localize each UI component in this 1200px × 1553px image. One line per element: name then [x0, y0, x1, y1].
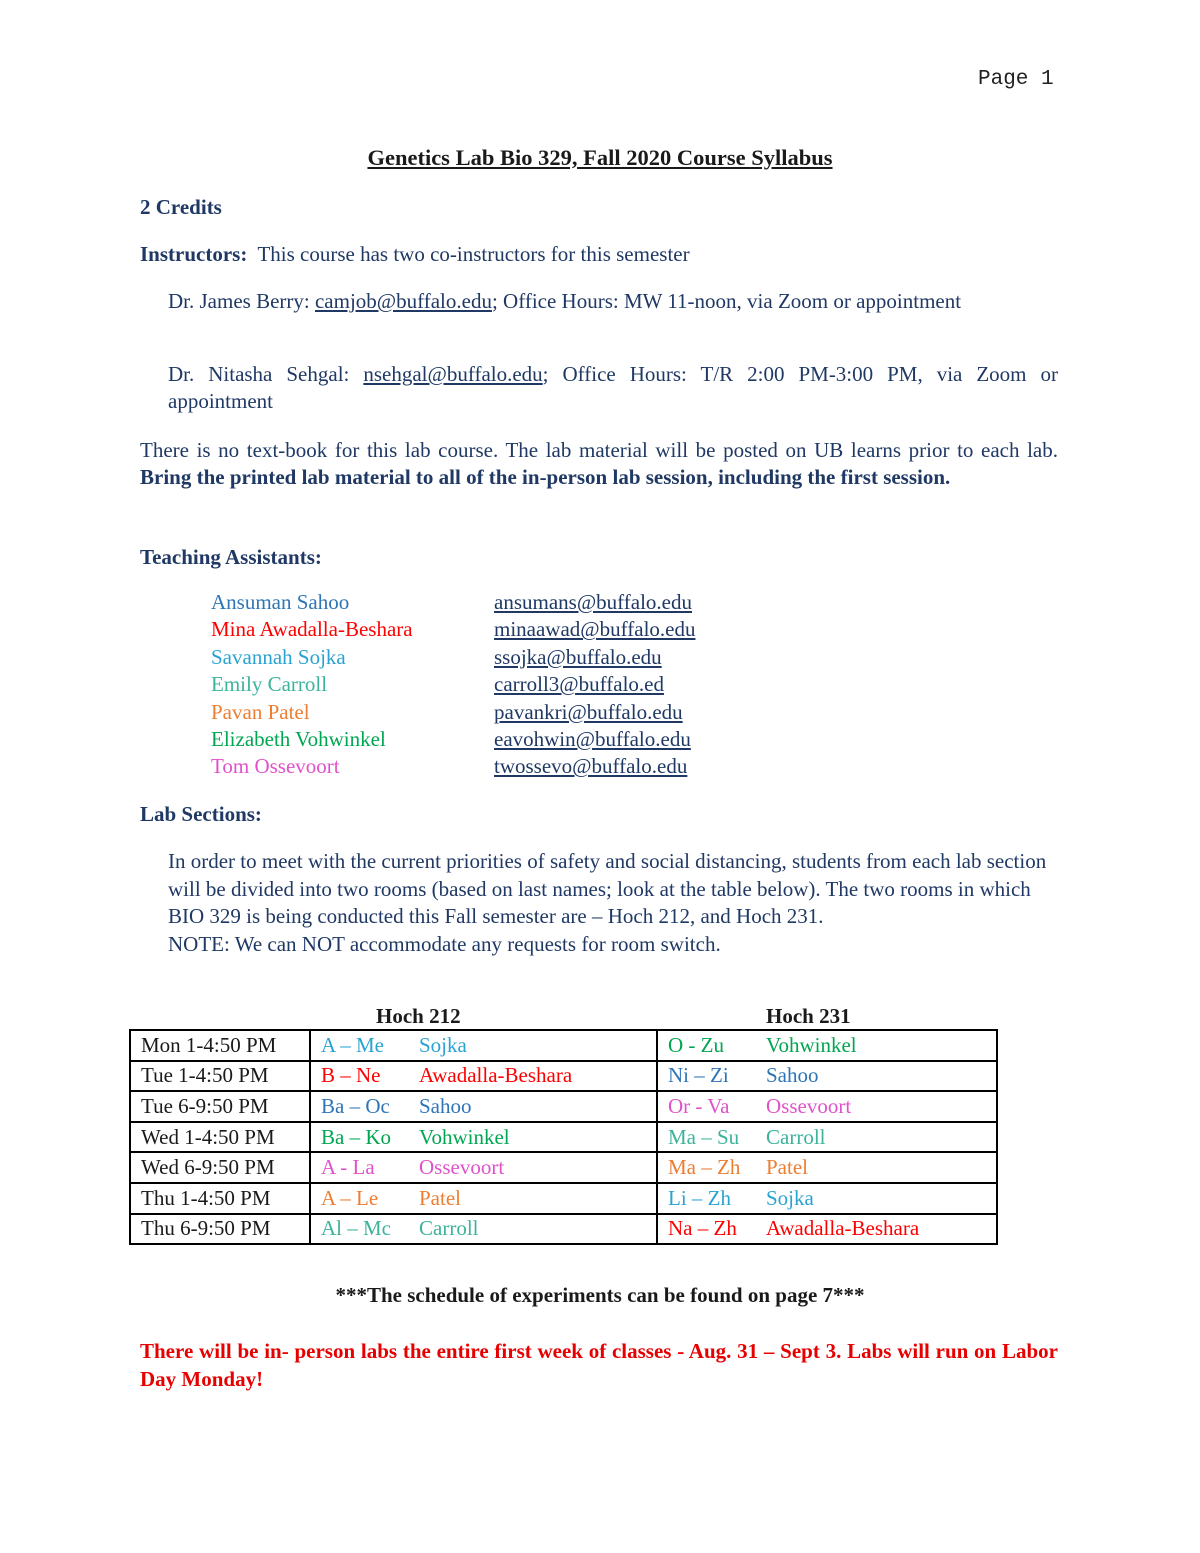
schedule-row: [130, 1091, 997, 1122]
assigned-ta: Carroll: [766, 1124, 826, 1149]
assigned-ta: Ossevoort: [419, 1155, 505, 1180]
page-number: Page 1: [978, 68, 1054, 91]
lab-schedule-table: [129, 1029, 998, 1245]
hoch-212-cell: [310, 1152, 657, 1183]
instructors-label: Instructors:: [140, 242, 248, 266]
credits-label: 2 Credits: [140, 195, 222, 219]
teaching-assistants-heading: Teaching Assistants:: [140, 545, 322, 569]
name-range: Na – Zh: [668, 1216, 737, 1241]
schedule-day-cell: Thu 6-9:50 PM: [130, 1214, 310, 1245]
schedule-day-cell: Mon 1-4:50 PM: [130, 1030, 310, 1061]
hoch-231-cell: [657, 1030, 997, 1061]
schedule-row: [130, 1214, 997, 1245]
instructor-email-link[interactable]: nsehgal@buffalo.edu: [363, 362, 543, 386]
instructor-sehgal: [168, 361, 1058, 415]
textbook-bold-text: Bring the printed lab material to all of the in-person lab session, including the first session.: [140, 465, 951, 489]
name-range: B – Ne: [321, 1063, 381, 1088]
name-range: Ma – Su: [668, 1124, 740, 1149]
instructor-berry: [168, 288, 1058, 315]
ta-name: Tom Ossevoort: [211, 754, 340, 779]
name-range: Ba – Ko: [321, 1124, 391, 1149]
assigned-ta: Awadalla-Beshara: [419, 1063, 573, 1088]
room-header-hoch-231: Hoch 231: [766, 1004, 851, 1028]
first-week-note: There will be in- person labs the entire first week of classes - Aug. 31 – Sept 3. Labs will run on Labor Day Monday!: [140, 1339, 1058, 1391]
name-range: A - La: [321, 1155, 375, 1180]
hoch-212-cell: [310, 1061, 657, 1092]
room-switch-note: NOTE: We can NOT accommodate any requests for room switch.: [168, 931, 721, 956]
lab-sections-text: In order to meet with the current priorities of safety and social distancing, students from each lab section will be divided into two rooms (based on last names; look at the table below). The two rooms in which BIO 329 is being conducted this Fall semester are – Hoch 212, and Hoch 231.: [168, 849, 1047, 928]
schedule-row: [130, 1061, 997, 1092]
hoch-231-cell: [657, 1152, 997, 1183]
ta-name: Ansuman Sahoo: [211, 590, 350, 614]
lab-sections-paragraph: [168, 848, 1058, 958]
textbook-text: There is no text-book for this lab course. The lab material will be posted on UB learns prior to each lab.: [140, 438, 1058, 462]
schedule-row: [130, 1122, 997, 1153]
instructor-office-hours: ; Office Hours: T/R 2:00 PM-3:00 PM, via Zoom or appointment: [168, 362, 1058, 413]
ta-email-link[interactable]: ansumans@buffalo.edu: [494, 590, 692, 614]
schedule-note: ***The schedule of experiments can be found on page 7***: [335, 1283, 865, 1307]
ta-email-link[interactable]: carroll3@buffalo.ed: [494, 672, 664, 697]
ta-email-link[interactable]: ssojka@buffalo.edu: [494, 644, 662, 669]
schedule-day-cell: Wed 6-9:50 PM: [130, 1152, 310, 1183]
ta-name: Savannah Sojka: [211, 644, 346, 669]
schedule-row: [130, 1183, 997, 1214]
room-header-hoch-212: Hoch 212: [376, 1004, 461, 1028]
lab-sections-heading: Lab Sections:: [140, 802, 262, 826]
assigned-ta: Patel: [419, 1185, 461, 1210]
ta-name: Emily Carroll: [211, 672, 328, 697]
name-range: Ma – Zh: [668, 1155, 741, 1180]
assigned-ta: Awadalla-Beshara: [766, 1216, 920, 1241]
hoch-212-cell: [310, 1122, 657, 1153]
hoch-231-cell: [657, 1122, 997, 1153]
hoch-212-cell: [310, 1183, 657, 1214]
schedule-day-cell: Thu 1-4:50 PM: [130, 1183, 310, 1214]
assigned-ta: Carroll: [419, 1216, 479, 1241]
instructor-name: Dr. Nitasha Sehgal:: [168, 362, 350, 386]
ta-email-link[interactable]: minaawad@buffalo.edu: [494, 617, 696, 642]
assigned-ta: Vohwinkel: [766, 1032, 857, 1057]
page-title: Genetics Lab Bio 329, Fall 2020 Course Syllabus: [367, 145, 833, 170]
name-range: A – Me: [321, 1032, 384, 1057]
hoch-212-cell: [310, 1091, 657, 1122]
name-range: Ni – Zi: [668, 1063, 729, 1088]
instructor-office-hours: ; Office Hours: MW 11-noon, via Zoom or appointment: [491, 289, 962, 313]
name-range: O - Zu: [668, 1032, 724, 1057]
hoch-231-cell: [657, 1214, 997, 1245]
ta-name: Pavan Patel: [211, 699, 310, 724]
ta-email-link[interactable]: twossevo@buffalo.edu: [494, 754, 688, 779]
instructor-email-link[interactable]: camjob@buffalo.edu: [314, 289, 492, 313]
hoch-231-cell: [657, 1183, 997, 1214]
name-range: A – Le: [321, 1185, 379, 1210]
schedule-row: [130, 1030, 997, 1061]
assigned-ta: Sahoo: [766, 1063, 819, 1088]
hoch-231-cell: [657, 1061, 997, 1092]
ta-email-link[interactable]: pavankri@buffalo.edu: [494, 699, 683, 724]
name-range: Al – Mc: [321, 1216, 391, 1241]
schedule-day-cell: Wed 1-4:50 PM: [130, 1122, 310, 1153]
schedule-day-cell: Tue 1-4:50 PM: [130, 1061, 310, 1092]
instructors-text: This course has two co-instructors for this semester: [257, 242, 690, 266]
schedule-row: [130, 1152, 997, 1183]
name-range: Or - Va: [668, 1093, 730, 1118]
textbook-paragraph: [140, 437, 1058, 491]
instructor-name: Dr. James Berry:: [168, 289, 310, 313]
instructors-intro: [140, 242, 690, 267]
assigned-ta: Sojka: [419, 1032, 467, 1057]
ta-name: Mina Awadalla-Beshara: [211, 617, 413, 642]
schedule-day-cell: Tue 6-9:50 PM: [130, 1091, 310, 1122]
name-range: Li – Zh: [668, 1185, 731, 1210]
assigned-ta: Ossevoort: [766, 1093, 852, 1118]
assigned-ta: Sahoo: [419, 1093, 472, 1118]
assigned-ta: Vohwinkel: [419, 1124, 510, 1149]
assigned-ta: Sojka: [766, 1185, 814, 1210]
ta-email-link[interactable]: eavohwin@buffalo.edu: [494, 727, 691, 751]
assigned-ta: Patel: [766, 1155, 808, 1180]
name-range: Ba – Oc: [321, 1093, 390, 1118]
hoch-231-cell: [657, 1091, 997, 1122]
hoch-212-cell: [310, 1214, 657, 1245]
hoch-212-cell: [310, 1030, 657, 1061]
ta-name: Elizabeth Vohwinkel: [211, 727, 386, 751]
